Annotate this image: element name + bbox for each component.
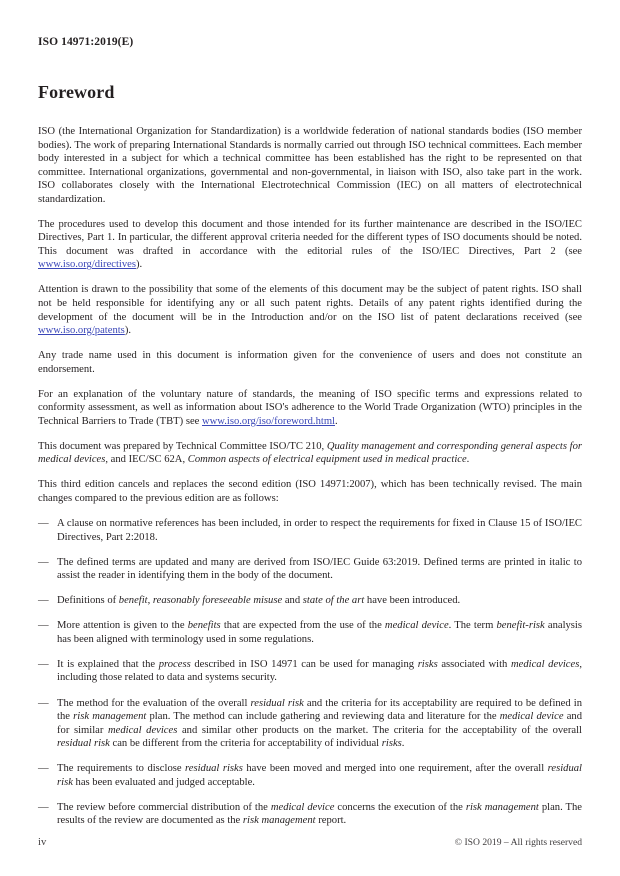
list-item-fragment: More attention is given to the [57, 620, 188, 632]
paragraph-patent-rights-text: Attention is drawn to the possibility that some of the elements of this document may be the subject of patent rights. ISO shall not be held responsible for identifying any or all such patent rights. Details of any patent rights identified during the development of the document will be in the Introduction and/or on the ISO list of patent declarations received (see [38, 284, 582, 323]
paragraph-committee-tail: . [466, 454, 470, 466]
em-dash-bullet-icon: — [38, 518, 49, 530]
list-item-fragment: and similar other products on the market. The criteria for the acceptability of the overall [177, 724, 583, 736]
paragraph-committee [38, 440, 582, 467]
list-item-text [57, 620, 582, 645]
defined-term: residual risk [57, 763, 582, 788]
list-item-text [57, 763, 582, 788]
copyright-notice: © ISO 2019 – All rights reserved [454, 837, 582, 848]
list-item [38, 556, 582, 583]
paragraph-voluntary-nature [38, 388, 582, 429]
list-item-fragment: and [282, 595, 303, 607]
paragraph-patent-rights [38, 283, 582, 337]
em-dash-bullet-icon: — [38, 801, 49, 813]
list-item [38, 517, 582, 544]
list-item-fragment: analysis has been aligned with terminology used in some regulations. [57, 620, 583, 645]
defined-term: medical device [499, 711, 564, 723]
em-dash-bullet-icon: — [38, 658, 49, 670]
list-item-fragment: . [401, 738, 405, 750]
changes-list [38, 517, 582, 828]
list-item-fragment: It is explained that the [57, 658, 159, 670]
list-item-text [57, 698, 582, 750]
paragraph-procedures [38, 218, 582, 272]
paragraph-procedures-text: The procedures used to develop this document and those intended for its further maintenance are described in the ISO/IEC Directives, Part 1. In particular, the different approval criteria needed for the different types of ISO documents should be noted. This document was drafted in accordance with the editorial rules of the ISO/IEC Directives, Part 2 (see [38, 218, 582, 257]
list-item-fragment: The requirements to disclose [57, 763, 186, 775]
link-iso-patents[interactable]: www.iso.org/patents [38, 325, 125, 337]
defined-term: benefit-risk [496, 620, 545, 632]
defined-term: risk management [242, 815, 316, 827]
defined-term: state of the art [302, 595, 365, 607]
em-dash-bullet-icon: — [38, 697, 49, 709]
list-item-fragment: associated with [437, 658, 511, 670]
list-item-fragment: described in ISO 14971 can be used for managing [190, 658, 418, 670]
committee-title-tc210: Quality management and corresponding general aspects for medical devices [38, 440, 583, 466]
list-item [38, 801, 582, 828]
paragraph-patent-rights-tail: ). [124, 325, 131, 337]
list-item-fragment: report. [315, 815, 347, 827]
list-item-fragment: have been introduced. [364, 595, 461, 607]
list-item [38, 762, 582, 789]
defined-term: medical devices [510, 658, 580, 670]
page-footer [38, 837, 582, 848]
paragraph-voluntary-nature-text: For an explanation of the voluntary nature of standards, the meaning of ISO specific terms and expressions related to conformity assessment, as well as information about ISO's adherence to the World Trade Organization (WTO) principles in the Technical Barriers to Trade (TBT) see [38, 388, 582, 427]
list-item-fragment: , including those related to data and systems security. [57, 658, 582, 684]
paragraph-iso-description: ISO (the International Organization for Standardization) is a worldwide federation of national standards bodies (ISO member bodies). The work of preparing International Standards is normally carried out through ISO technical committees. Each member body interested in a subject for which a technical committee has been established has the right to be represented on that committee. International organizations, governmental and non-governmental, in liaison with ISO, also take part in the work. ISO collaborates closely with the International Electrotechnical Commission (IEC) on all matters of electrotechnical standardization. [38, 126, 582, 205]
paragraph-voluntary-nature-tail: . [335, 415, 338, 427]
defined-term: risks [417, 658, 438, 670]
list-item [38, 697, 582, 751]
defined-term: medical device [384, 620, 449, 632]
link-iso-directives[interactable]: www.iso.org/directives [38, 259, 136, 271]
paragraph-committee-mid: , and IEC/SC 62A, [105, 454, 188, 466]
list-item-fragment: have been moved and merged into one requirement, after the overall [242, 763, 548, 775]
list-item-fragment: concerns the execution of the [334, 801, 466, 813]
defined-term: risks [381, 738, 402, 750]
list-item [38, 619, 582, 646]
list-item-fragment: plan. The method can include gathering and reviewing data and literature for the [146, 711, 500, 723]
defined-term: risk management [465, 801, 539, 813]
committee-title-sc62a: Common aspects of electrical equipment used in medical practice [187, 454, 467, 466]
list-item-fragment: A clause on normative references has been included, in order to respect the requirements for fixed in Clause 15 of ISO/IEC Directives, Part 2:2018. [57, 518, 582, 543]
defined-term: benefits [187, 620, 221, 632]
defined-term: residual risk [57, 738, 110, 750]
defined-term: process [158, 658, 191, 670]
list-item-fragment: plan. The results of the review are documented as the [57, 801, 583, 827]
list-item-text [57, 595, 460, 606]
defined-term: residual risk [250, 697, 304, 709]
list-item-fragment: that are expected from the use of the [220, 620, 385, 632]
paragraph-committee-text: This document was prepared by Technical Committee ISO/TC 210, [38, 440, 327, 452]
defined-term: residual risks [185, 763, 243, 775]
list-item-text [57, 557, 582, 582]
em-dash-bullet-icon: — [38, 595, 49, 607]
paragraph-procedures-tail: ). [135, 259, 143, 271]
list-item-text [57, 659, 582, 684]
page-content [38, 82, 582, 828]
paragraph-third-edition: This third edition cancels and replaces the second edition (ISO 14971:2007), which has been technically revised. The main changes compared to the previous edition are as follows: [38, 479, 582, 505]
list-item-fragment: has been evaluated and judged acceptable. [72, 776, 255, 788]
list-item-fragment: and for similar [57, 711, 583, 736]
em-dash-bullet-icon: — [38, 556, 49, 568]
em-dash-bullet-icon: — [38, 763, 49, 775]
defined-term: medical devices [108, 724, 178, 736]
list-item-text [57, 802, 582, 827]
list-item-fragment: can be different from the criteria for acceptability of individual [109, 738, 382, 750]
page-title: Foreword [38, 82, 115, 102]
em-dash-bullet-icon: — [38, 620, 49, 632]
list-item-fragment: Definitions of [57, 595, 119, 607]
page-number: iv [38, 837, 47, 848]
running-head: ISO 14971:2019(E) [38, 36, 134, 48]
list-item-fragment: The review before commercial distribution of the [57, 801, 271, 813]
list-item-text [57, 518, 582, 543]
paragraph-trade-name: Any trade name used in this document is information given for the convenience of users and does not constitute an endorsement. [38, 350, 582, 375]
list-item [38, 594, 582, 608]
list-item [38, 658, 582, 685]
defined-term: medical device [270, 801, 335, 813]
link-iso-foreword[interactable]: www.iso.org/iso/foreword.html [202, 415, 336, 427]
defined-term: benefit, reasonably foreseeable misuse [118, 595, 283, 607]
list-item-fragment: and the criteria for its acceptability are required to be defined in the [57, 697, 583, 723]
defined-term: risk management [73, 711, 147, 723]
list-item-fragment: The defined terms are updated and many are derived from ISO/IEC Guide 63:2019. Defined terms are printed in italic to assist the reader in identifying them in the body of the document. [57, 556, 582, 582]
list-item-fragment: . The term [448, 620, 497, 632]
list-item-fragment: The method for the evaluation of the overall [57, 697, 251, 709]
